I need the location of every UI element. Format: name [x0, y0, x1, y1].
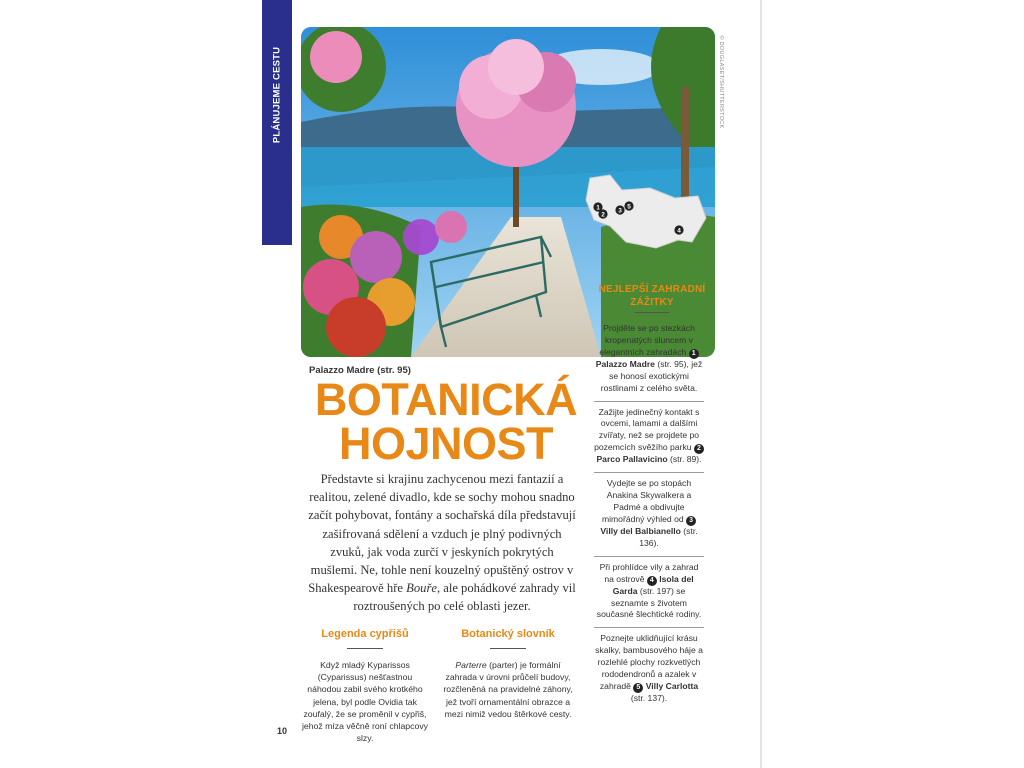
title-line-2: HOJNOST [338, 418, 554, 469]
page-number: 10 [277, 726, 288, 736]
intro-text: Představte si krajinu zachycenou mezi fantazií a realitou, zelené divadlo, kde se sochy mohou snadno začít pohybovat, fontány a sochařská díla představují zašifrovaná sdělení a vzduch je plný podivných zvuků, jak voda zurčí v jeskyních pokrytých mušlemi. Ne, tohle není kouzelný opuštěný ostrov v Shakespearově hře [308, 472, 576, 596]
sidebar-item [594, 402, 704, 474]
map-marker: 3 [618, 207, 622, 215]
number-badge: 2 [694, 444, 704, 454]
section-tab-label [272, 47, 283, 204]
map-marker: 1 [596, 204, 600, 212]
sidebar-item-text: Poznejte uklidňující krásu skalky, bambusového háje a rozlehlé plochy rozkvetlých rododendronů a azalek v zahradě [595, 633, 703, 691]
legend-divider [347, 648, 383, 649]
legend-body: Když mladý Kyparissos (Cyparissus) nešťastnou náhodou zabil svého krotkého jelena, byl podle Ovidia tak zoufalý, že se proměnil v cypřiš, jehož míza věčně roní chlapcovy slzy. [301, 660, 429, 744]
sidebar-item-name: Villy Carlotta [645, 680, 699, 691]
sidebar-item [594, 318, 704, 402]
number-badge: 4 [647, 576, 657, 586]
section-tab-part2: PLÁNUJEME CESTU [271, 46, 283, 144]
glossary-body [443, 659, 573, 720]
sidebar-item-text-end: (str. 89). [667, 454, 702, 465]
photo-credit: © DOUGLASET/SHUTTERSTOCK [718, 35, 724, 129]
sidebar-item [594, 628, 704, 711]
sidebar-item-text-end: (str. 136). [639, 525, 698, 548]
glossary-heading: Botanický slovník [461, 628, 555, 640]
sidebar-item-name: Parco Pallavicino [596, 454, 668, 465]
intro-paragraph [308, 470, 576, 616]
sidebar-item [594, 557, 704, 629]
number-badge: 3 [686, 516, 696, 526]
legend-heading: Legenda cypřišů [321, 628, 409, 640]
sidebar-item-name: Villy del Balbianello [600, 525, 681, 536]
number-badge: 5 [633, 683, 643, 693]
sidebar-item-text: Zažijte jedinečný kontakt s ovcemi, lamami a dalšími zvířaty, než se projdete po pozemcích svěžího parku [594, 406, 700, 453]
map-marker: 4 [677, 227, 681, 235]
section-tab-part1: NÁŠ VÝBĚR [271, 146, 283, 204]
intro-play-title: Bouře [406, 581, 437, 596]
map-marker: 2 [601, 211, 605, 219]
sidebar-heading: NEJLEPŠÍ ZAHRADNÍ ZÁŽITKY [598, 284, 706, 308]
sidebar-item-text-end: (str. 137). [630, 692, 668, 703]
article-title [301, 374, 591, 469]
sidebar-divider [634, 312, 670, 313]
sidebar-item-text-end: (str. 197) se seznamte s životem současné šlechtické rodiny. [596, 585, 702, 620]
glossary-divider [490, 648, 526, 649]
page-edge [760, 0, 762, 768]
glossary-definition: (parter) je formální zahrada v úrovni průčelí budovy, rozčleněná na pravidelné záhony, jež tvoří ornamentální obrazce a mezi nimiž vedou štěrkové cesty. [443, 660, 573, 719]
sidebar-item-text: Projděte se po stezkách kropenatých sluncem v elegantních zahradách [599, 323, 695, 357]
number-badge: 1 [689, 349, 699, 359]
glossary-term: Parterre [455, 660, 487, 670]
sidebar-item-text: Vydejte se po stopách Anakina Skywalkera a Padmé a obdivujte mimořádný výhled od [601, 478, 692, 524]
sidebar-item-name: Palazzo Madre [595, 358, 655, 369]
sidebar-item-text-end: (str. 95), jež se honosí exotickými rostlinami z celého světa. [600, 358, 703, 393]
lakes-map [580, 170, 710, 270]
map-marker: 5 [627, 203, 631, 211]
sidebar-item-name: Isola del Garda [612, 573, 694, 596]
title-line-1: BOTANICKÁ [314, 374, 578, 425]
sidebar-item [594, 473, 704, 557]
photo-caption: Palazzo Madre (str. 95) [309, 365, 411, 376]
sidebar-item-text: Při prohlídce vily a zahrad na ostrově [599, 561, 699, 584]
sidebar-list [594, 318, 704, 711]
intro-text-end: , ale pohádkové zahrady vil roztroušených po celé oblasti jezer. [353, 581, 576, 614]
